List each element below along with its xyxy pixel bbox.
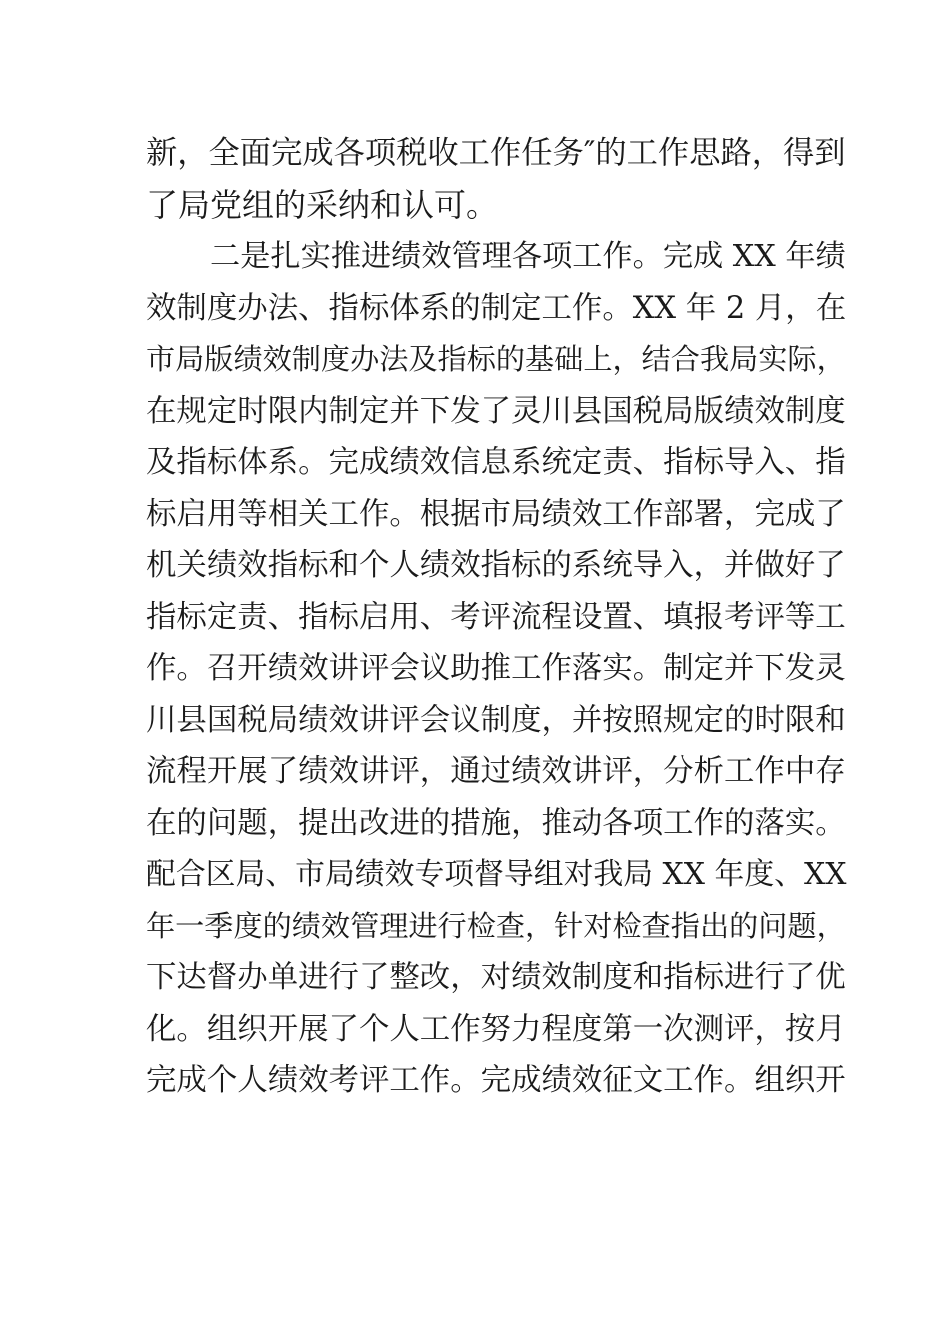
text-line: 在的问题，提出改进的措施，推动各项工作的落实。: [146, 805, 846, 841]
text-line: 及指标体系。完成绩效信息系统定责、指标导入、指: [146, 445, 846, 480]
text-line: 了局党组的采纳和认可。: [146, 185, 499, 224]
body-text: [146, 128, 846, 1107]
text-line: 效制度办法、指标体系的制定工作。XX 年 2 月，在: [146, 290, 847, 326]
text-line: 化。组织开展了个人工作努力程度第一次测评，按月: [146, 1011, 846, 1047]
text-line: 指标定责、指标启用、考评流程设置、填报考评等工: [146, 599, 846, 635]
text-line: 川县国税局绩效讲评会议制度，并按照规定的时限和: [146, 702, 846, 738]
text-line: 流程开展了绩效讲评，通过绩效讲评，分析工作中存: [146, 754, 846, 789]
text-line: 在规定时限内制定并下发了灵川县国税局版绩效制度: [146, 393, 846, 429]
paragraph-first-line: 二是扎实推进绩效管理各项工作。完成 XX 年绩: [210, 239, 846, 274]
text-line: 作。召开绩效讲评会议助推工作落实。制定并下发灵: [146, 651, 846, 686]
text-line: 标启用等相关工作。根据市局绩效工作部署，完成了: [146, 496, 846, 532]
text-line: 市局版绩效制度办法及指标的基础上，结合我局实际，: [146, 342, 846, 376]
text-line: 新，全面完成各项税收工作任务″的工作思路，得到: [146, 135, 846, 171]
text-line: 配合区局、市局绩效专项督导组对我局 XX 年度、XX: [146, 857, 847, 892]
text-line: 下达督办单进行了整改，对绩效制度和指标进行了优: [146, 960, 846, 995]
text-line: 机关绩效指标和个人绩效指标的系统导入，并做好了: [146, 548, 846, 583]
text-line: 完成个人绩效考评工作。完成绩效征文工作。组织开: [146, 1063, 846, 1098]
text-line: 年一季度的绩效管理进行检查，针对检查指出的问题，: [146, 908, 846, 943]
